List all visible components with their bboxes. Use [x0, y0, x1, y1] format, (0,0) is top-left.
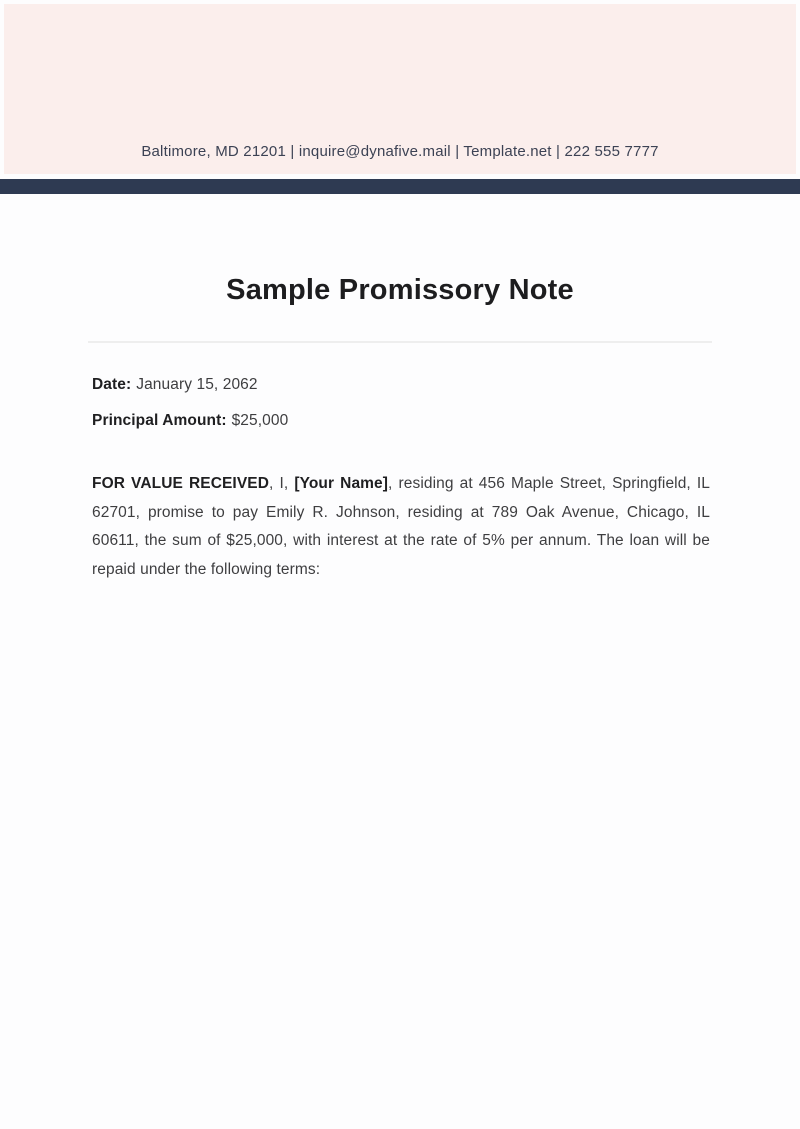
date-field: [92, 374, 710, 396]
principal-amount-value: $25,000: [231, 412, 289, 429]
date-label: Date:: [92, 376, 132, 393]
body-paragraph: FOR VALUE RECEIVED, I, [Your Name], residing at 456 Maple Street, Springfield, IL 62701, promise to pay Emily R. Johnson, residing at 789 Oak Avenue, Chicago, IL 60611, the sum of $25,000, with interest at the rate of 5% per annum. The loan will be repaid under the following terms:: [92, 475, 710, 578]
document-body: [92, 374, 710, 584]
letterhead-contact-line: Baltimore, MD 21201 | inquire@dynafive.mail | Template.net | 222 555 7777: [141, 143, 659, 160]
letterhead: [4, 4, 796, 174]
accent-bar: [0, 179, 800, 194]
document-title: Sample Promissory Note: [226, 274, 574, 306]
principal-amount-field: [92, 410, 710, 432]
date-value: January 15, 2062: [136, 376, 258, 393]
principal-amount-label: Principal Amount:: [92, 412, 227, 429]
title-divider: [88, 341, 712, 343]
